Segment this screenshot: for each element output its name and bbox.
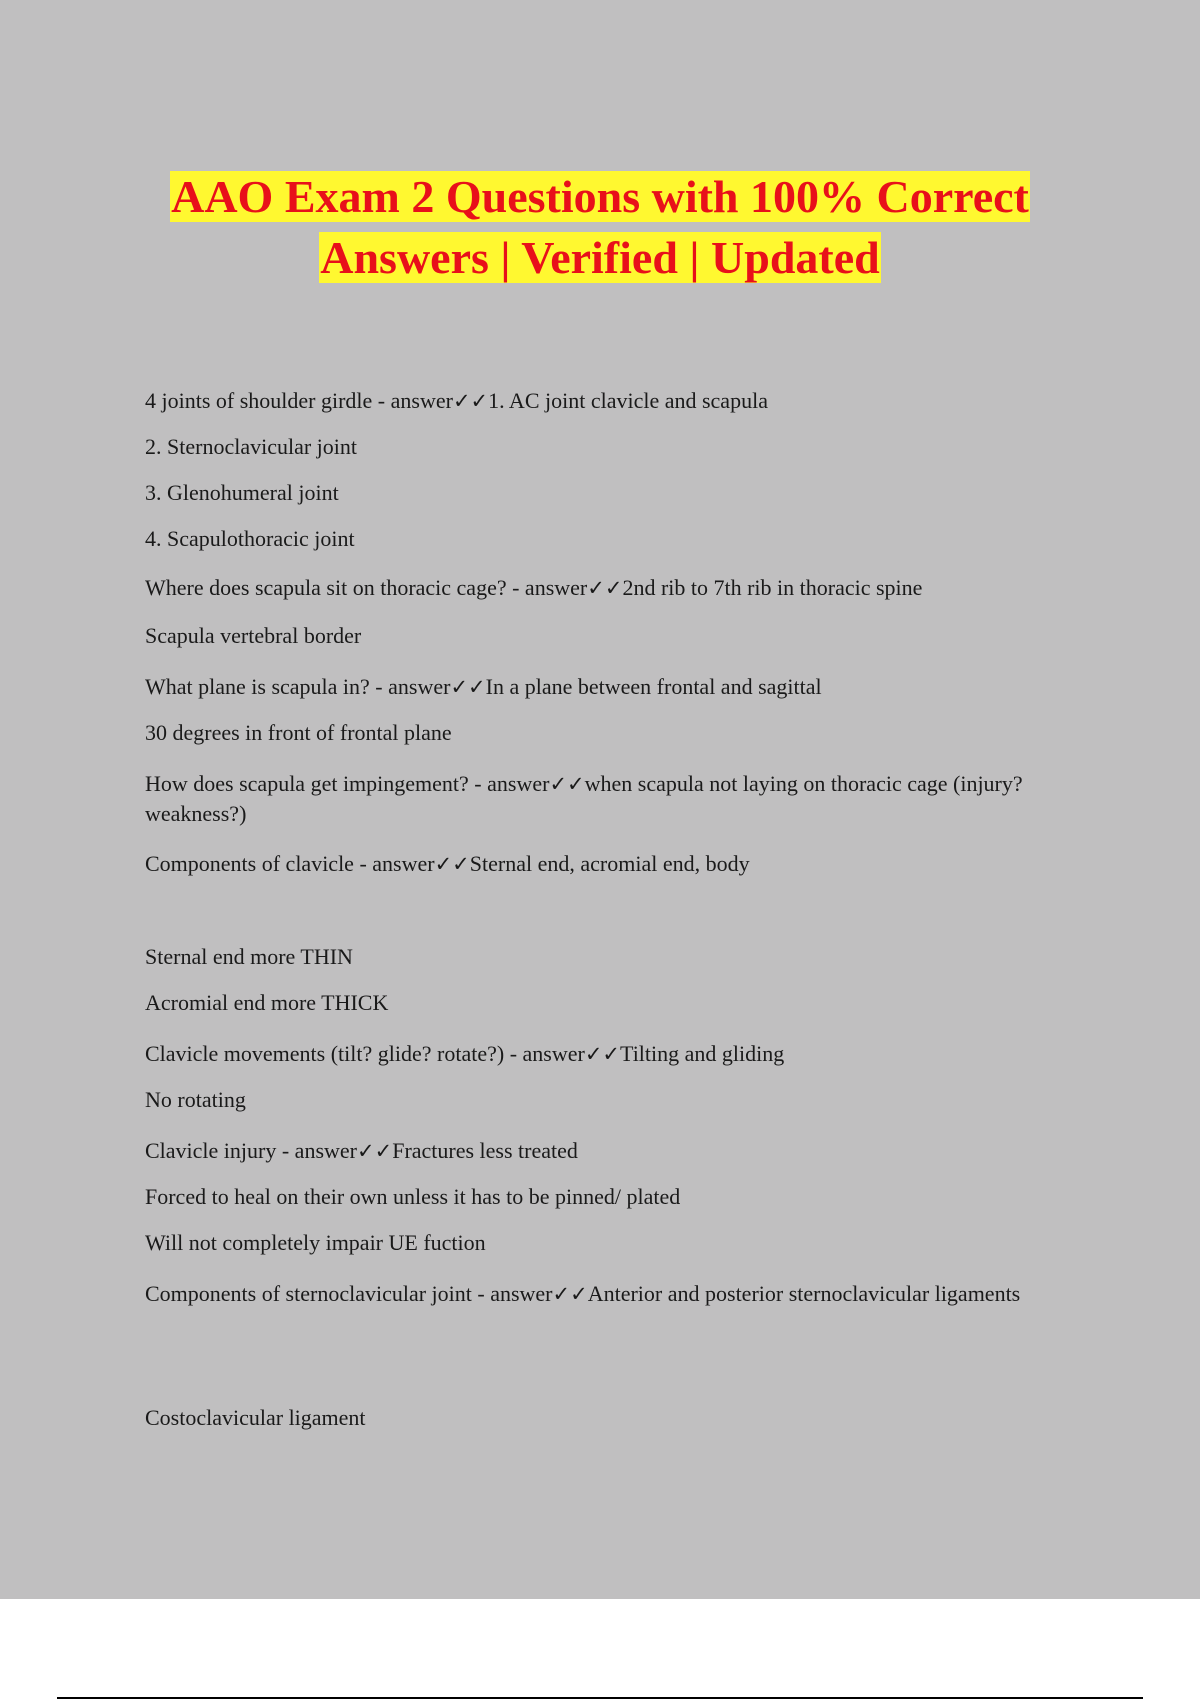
question-answer-line: [145, 1279, 1045, 1309]
question-text: Where does scapula sit on thoracic cage? - answer: [145, 575, 588, 600]
double-check-icon: ✓✓: [584, 1042, 621, 1066]
question-text: Clavicle movements (tilt? glide? rotate?) - answer: [145, 1041, 585, 1066]
title-line-2: Answers | Verified | Updated: [320, 232, 880, 283]
double-check-icon: ✓✓: [552, 1282, 588, 1306]
question-text: 4 joints of shoulder girdle - answer: [145, 388, 453, 413]
answer-continuation-line: Will not completely impair UE fuction: [145, 1230, 486, 1255]
title-line-1: AAO Exam 2 Questions with 100% Correct: [171, 171, 1029, 222]
answer-text: when scapula not laying on thoracic cage (injury? weakness?): [145, 771, 1023, 826]
question-answer-line: [145, 849, 1045, 879]
answer-text: Sternal end, acromial end, body: [469, 851, 750, 876]
double-check-icon: ✓✓: [549, 772, 585, 796]
answer-continuation-line: Acromial end more THICK: [145, 990, 389, 1015]
document-title: [0, 166, 1200, 288]
answer-continuation-line: Forced to heal on their own unless it has to be pinned/ plated: [145, 1184, 681, 1209]
answer-text: 1. AC joint clavicle and scapula: [488, 388, 768, 413]
question-answer-line: [145, 1039, 1045, 1069]
double-check-icon: ✓✓: [450, 675, 486, 699]
question-text: How does scapula get impingement? - answer: [145, 771, 550, 796]
answer-continuation-line: 3. Glenohumeral joint: [145, 480, 339, 505]
answer-text: Anterior and posterior sternoclavicular ligaments: [587, 1281, 1021, 1306]
question-text: Clavicle injury - answer: [145, 1138, 357, 1163]
answer-continuation-line: Sternal end more THIN: [145, 944, 353, 969]
answer-text: Fractures less treated: [392, 1138, 578, 1163]
answer-continuation-line: 2. Sternoclavicular joint: [145, 434, 357, 459]
question-answer-line: [145, 386, 1045, 416]
answer-continuation-line: Scapula vertebral border: [145, 623, 362, 648]
question-answer-line: [145, 769, 1045, 829]
answer-text: 2nd rib to 7th rib in thoracic spine: [622, 575, 923, 600]
double-check-icon: ✓✓: [452, 389, 489, 413]
answer-continuation-line: No rotating: [145, 1087, 246, 1112]
question-text: Components of sternoclavicular joint - answer: [145, 1281, 553, 1306]
answer-continuation-line: Costoclavicular ligament: [145, 1405, 366, 1430]
answer-continuation-line: 30 degrees in front of frontal plane: [145, 720, 452, 745]
question-answer-line: [145, 573, 1045, 603]
double-check-icon: ✓✓: [587, 576, 623, 600]
answer-text: In a plane between frontal and sagittal: [485, 674, 822, 699]
question-text: Components of clavicle - answer: [145, 851, 435, 876]
answer-text: Tilting and gliding: [620, 1041, 785, 1066]
question-answer-line: [145, 1136, 1045, 1166]
footer-divider: [57, 1697, 1143, 1699]
double-check-icon: ✓✓: [434, 852, 470, 876]
question-text: What plane is scapula in? - answer: [145, 674, 451, 699]
question-answer-line: [145, 672, 1045, 702]
double-check-icon: ✓✓: [357, 1139, 393, 1163]
answer-continuation-line: 4. Scapulothoracic joint: [145, 526, 355, 551]
